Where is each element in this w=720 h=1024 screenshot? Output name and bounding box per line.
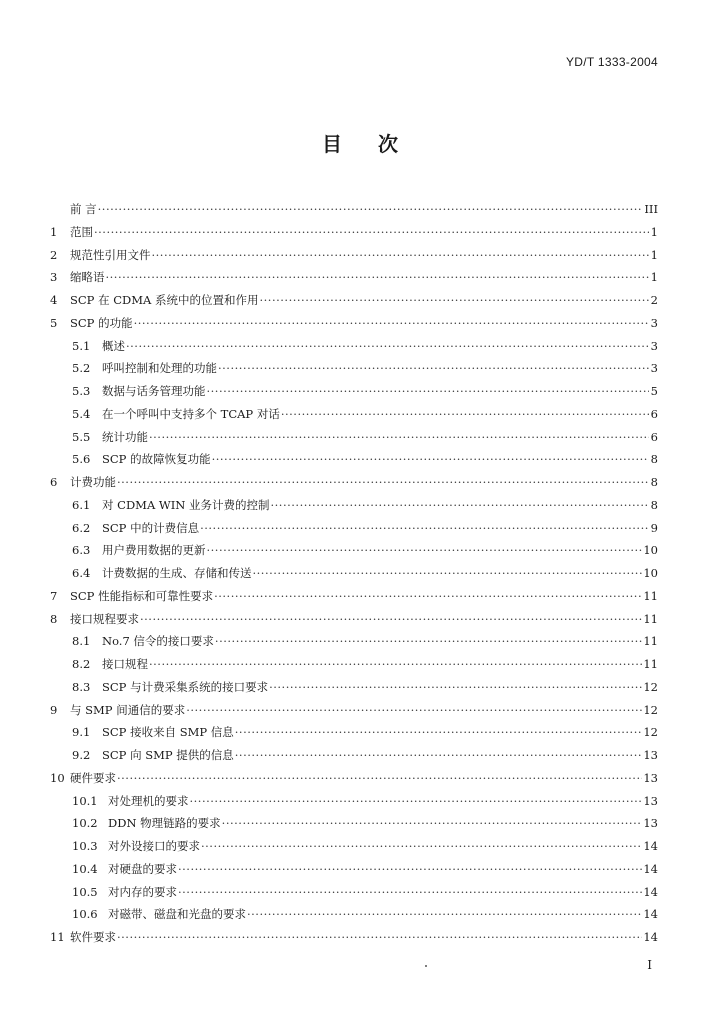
print-speck [425,965,427,967]
toc-dot-leader [215,634,642,648]
page-title [0,128,720,157]
toc-entry-label: 硬件要求 [70,770,116,785]
toc-entry-label: 在一个呼叫中支持多个 TCAP 对话 [102,406,280,421]
toc-entry-label: 接口规程 [102,657,148,671]
toc-dot-leader [271,498,650,512]
page-title-part-1: 目 [322,132,342,156]
toc-entry-page: 1 [650,247,658,262]
toc-entry-number: 8.1 [72,634,91,649]
toc-entry[interactable] [50,406,658,429]
toc-entry-label: 对硬盘的要求 [108,861,177,876]
toc-entry-page: 11 [643,588,658,603]
toc-entry[interactable] [50,383,658,406]
toc-entry-label: 呼叫控制和处理的功能 [102,361,217,376]
document-code: YD/T 1333-2004 [565,55,658,69]
toc-entry-number: 3 [50,270,58,285]
toc-entry-page: 14 [643,839,658,853]
toc-entry[interactable] [50,451,658,474]
toc-entry-number: 10.2 [72,816,98,831]
toc-entry[interactable] [50,360,658,383]
toc-entry-label: 用户费用数据的更新 [102,543,206,558]
toc-entry-label: 对外设接口的要求 [108,839,200,853]
toc-entry-page: III [644,202,658,216]
toc-entry-label: DDN 物理链路的要求 [108,816,221,831]
toc-entry-number: 6.2 [72,520,91,535]
toc-entry[interactable] [50,702,658,725]
toc-entry-number: 8 [50,611,58,626]
toc-entry-page: 13 [643,748,658,762]
toc-entry-page: 13 [643,816,658,831]
toc-entry[interactable] [50,656,658,679]
toc-dot-leader [152,248,650,262]
toc-dot-leader [190,794,643,808]
toc-entry-number: 10.5 [72,884,98,899]
toc-entry-page: 13 [643,793,658,808]
toc-entry-page: 14 [643,884,658,899]
toc-entry[interactable] [50,201,658,224]
toc-entry-label: 对磁带、磁盘和光盘的要求 [108,907,246,922]
toc-dot-leader [269,680,642,694]
toc-entry-number: 2 [50,247,58,262]
toc-entry-page: 12 [643,725,658,740]
toc-entry-number: 11 [50,930,65,944]
toc-entry[interactable] [50,429,658,452]
toc-entry-number: 10.4 [72,861,98,876]
toc-entry[interactable] [50,565,658,588]
toc-entry-page: 14 [643,907,658,922]
toc-entry-label: 范围 [70,224,93,239]
toc-entry-page: 3 [650,338,658,353]
toc-entry[interactable] [50,793,658,816]
toc-dot-leader [201,839,642,853]
toc-entry-number: 5 [50,315,58,330]
toc-entry[interactable] [50,884,658,907]
toc-entry-label: SCP 与计费采集系统的接口要求 [102,679,269,694]
toc-entry-page: 14 [643,861,658,876]
toc-entry-page: 11 [643,657,658,671]
toc-entry-label: 与 SMP 间通信的要求 [70,702,186,717]
toc-entry[interactable] [50,315,658,338]
toc-entry-number: 1 [50,224,58,239]
toc-entry-number: 7 [50,588,58,603]
toc-entry[interactable] [50,588,658,611]
toc-entry-page: 10 [643,543,658,558]
toc-entry-label: No.7 信令的接口要求 [102,634,214,649]
toc-entry[interactable] [50,269,658,292]
toc-entry-number: 8.3 [72,679,91,694]
toc-dot-leader [140,612,642,626]
toc-entry-page: 13 [643,770,658,785]
page-title-part-2: 次 [378,132,398,156]
toc-entry-page: 1 [650,270,658,285]
toc-entry-label: 对内存的要求 [108,884,177,899]
toc-dot-leader [106,270,650,284]
toc-entry-page: 8 [650,497,658,512]
toc-entry-label: 前 言 [70,202,97,216]
toc-entry-number: 5.4 [72,406,91,421]
toc-dot-leader [222,816,643,830]
toc-entry-number: 9.2 [72,748,91,762]
toc-entry-page: 3 [650,315,658,330]
toc-entry[interactable] [50,474,658,497]
toc-entry-number: 10 [50,770,65,785]
toc-entry-page: 9 [650,520,658,535]
toc-entry-number: 6 [50,475,58,489]
toc-entry[interactable] [50,224,658,247]
toc-entry[interactable] [50,929,658,952]
toc-entry[interactable] [50,247,658,270]
toc-dot-leader [235,748,643,762]
toc-entry-number: 10.6 [72,907,98,922]
table-of-contents [50,201,658,952]
toc-entry[interactable] [50,611,658,634]
toc-entry-number: 5.3 [72,384,91,398]
toc-entry-page: 12 [643,679,658,694]
toc-dot-leader [126,339,649,353]
toc-dot-leader [218,361,649,375]
toc-dot-leader [212,452,649,466]
toc-entry-page: 8 [650,452,658,467]
toc-entry-number: 4 [50,293,58,307]
toc-dot-leader [207,543,643,557]
toc-entry[interactable] [50,770,658,793]
toc-entry-label: SCP 中的计费信息 [102,520,200,535]
toc-entry-label: SCP 性能指标和可靠性要求 [70,588,214,603]
toc-entry-number: 6.1 [72,497,91,512]
toc-dot-leader [149,430,649,444]
toc-entry[interactable] [50,679,658,702]
toc-entry-number: 9 [50,702,58,717]
toc-entry-label: 计费功能 [70,475,116,489]
toc-dot-leader [235,725,643,739]
toc-entry-number: 8.2 [72,657,91,671]
toc-entry[interactable] [50,838,658,861]
toc-entry-label: 缩略语 [70,270,105,285]
toc-dot-leader [117,771,642,785]
toc-entry-label: 对处理机的要求 [108,793,189,808]
toc-entry-page: 5 [650,384,658,398]
toc-entry-page: 10 [643,566,658,580]
toc-dot-leader [117,475,649,489]
toc-entry-page: 11 [643,611,658,626]
toc-dot-leader [178,885,642,899]
toc-entry-page: 6 [650,406,658,421]
toc-dot-leader [207,384,650,398]
toc-entry-label: 概述 [102,338,125,353]
toc-entry[interactable] [50,861,658,884]
toc-entry[interactable] [50,906,658,929]
toc-entry-page: 12 [643,702,658,717]
toc-entry-label: 数据与话务管理功能 [102,384,206,398]
toc-dot-leader [214,589,642,603]
toc-entry-page: 1 [650,224,658,239]
toc-dot-leader [200,521,649,535]
toc-dot-leader [178,862,642,876]
toc-entry[interactable] [50,338,658,361]
toc-entry-number: 9.1 [72,725,91,740]
toc-entry-label: SCP 接收来自 SMP 信息 [102,725,234,740]
toc-entry-number: 5.1 [72,338,91,353]
toc-dot-leader [281,407,649,421]
toc-entry-number: 5.5 [72,429,91,444]
toc-entry-number: 6.3 [72,543,91,558]
toc-entry-number: 10.3 [72,839,98,853]
toc-entry-number: 6.4 [72,566,91,580]
toc-entry-page: 8 [650,475,658,489]
toc-dot-leader [253,566,643,580]
toc-entry-label: 软件要求 [70,930,116,944]
toc-dot-leader [186,703,642,717]
toc-entry-label: 接口规程要求 [70,611,139,626]
toc-entry-page: 2 [650,293,658,307]
page-number: I [647,958,652,972]
toc-dot-leader [117,930,642,944]
toc-dot-leader [247,907,642,921]
toc-entry-page: 14 [643,930,658,944]
toc-entry-label: 对 CDMA WIN 业务计费的控制 [102,497,270,512]
toc-entry[interactable] [50,815,658,838]
toc-entry-number: 5.2 [72,361,91,376]
toc-entry-label: SCP 的功能 [70,315,133,330]
toc-entry[interactable] [50,520,658,543]
toc-entry-page: 11 [643,634,658,649]
toc-entry[interactable] [50,633,658,656]
toc-entry-number: 10.1 [72,793,98,808]
toc-dot-leader [94,225,649,239]
toc-entry-number: 5.6 [72,452,91,467]
toc-entry[interactable] [50,747,658,770]
toc-entry-page: 3 [650,361,658,376]
toc-dot-leader [98,202,644,216]
toc-entry-label: 计费数据的生成、存储和传送 [102,566,252,580]
toc-entry-page: 6 [650,429,658,444]
toc-entry[interactable] [50,292,658,315]
toc-entry[interactable] [50,724,658,747]
toc-entry-label: SCP 在 CDMA 系统中的位置和作用 [70,293,259,307]
toc-entry-label: 统计功能 [102,429,148,444]
toc-entry-label: SCP 向 SMP 提供的信息 [102,748,234,762]
toc-dot-leader [259,293,649,307]
toc-entry[interactable] [50,497,658,520]
toc-entry[interactable] [50,542,658,565]
toc-dot-leader [134,316,649,330]
toc-entry-label: SCP 的故障恢复功能 [102,452,211,467]
toc-entry-label: 规范性引用文件 [70,247,151,262]
toc-dot-leader [149,657,642,671]
